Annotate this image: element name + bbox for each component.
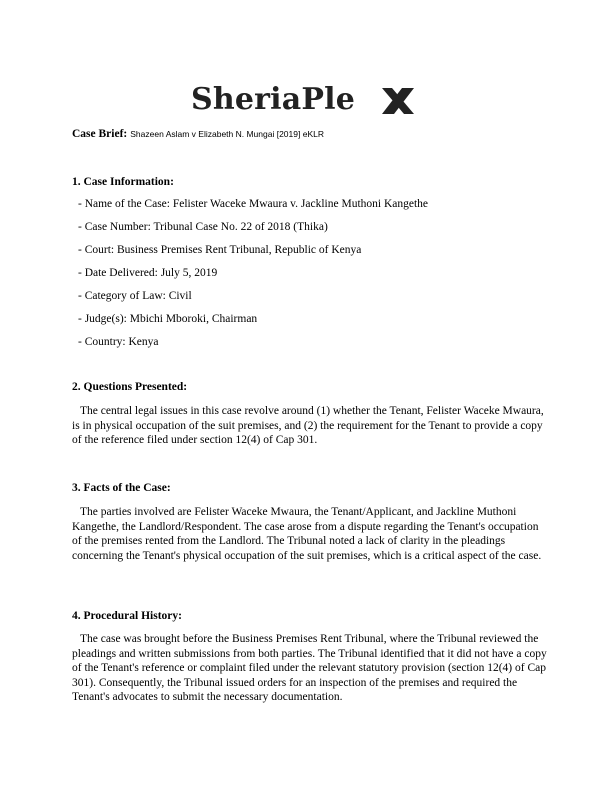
x-mark-icon (380, 84, 416, 118)
case-info-item: - Court: Business Premises Rent Tribunal, Republic of Kenya (78, 244, 362, 256)
questions-paragraph: The central legal issues in this case revolve around (1) whether the Tenant, Felister Waceke Mwaura, is in physical occupation of the suit premises, and (2) the requirement for the Tenant to provide a copy of the reference filed under section 12(4) of Cap 301. (72, 405, 544, 446)
section-heading-case-information: 1. Case Information: (72, 176, 174, 188)
case-info-item: - Judge(s): Mbichi Mboroki, Chairman (78, 313, 258, 325)
case-info-item: - Case Number: Tribunal Case No. 22 of 2018 (Thika) (78, 221, 328, 233)
procedural-paragraph: The case was brought before the Business Premises Rent Tribunal, where the Tribunal reviewed the pleadings and written submissions from both parties. The Tribunal identified that it did not have a copy of the Tenant's reference or complaint filed under the relevant statutory provision (section 12(4) of Cap 301). Consequently, the Tribunal issued orders for an inspection of the premises and required the Tenant's advocates to submit the necessary documentation. (72, 633, 547, 703)
section-heading-questions-presented: 2. Questions Presented: (72, 381, 188, 393)
case-info-item: - Country: Kenya (78, 336, 159, 348)
case-brief-label: Case Brief: (72, 128, 128, 140)
facts-paragraph: The parties involved are Felister Waceke Mwaura, the Tenant/Applicant, and Jackline Muthoni Kangethe, the Landlord/Respondent. The case arose from a dispute regarding the Tenant's occupation of the premises rented from the Landlord. The Tribunal noted a lack of clarity in the pleadings concerning the Tenant's physical occupation of the suit premises, which is a critical aspect of the case. (72, 506, 542, 562)
case-info-item: - Date Delivered: July 5, 2019 (78, 267, 218, 279)
section-heading-procedural-history: 4. Procedural History: (72, 610, 182, 622)
case-brief-line (72, 128, 324, 140)
case-info-item: - Name of the Case: Felister Waceke Mwaura v. Jackline Muthoni Kangethe (78, 198, 429, 210)
case-brief-title: Shazeen Aslam v Elizabeth N. Mungai [2019] eKLR (130, 129, 324, 139)
section-heading-facts: 3. Facts of the Case: (72, 482, 171, 494)
logo-wordmark: SheriaPle (191, 82, 356, 117)
case-info-item: - Category of Law: Civil (78, 290, 192, 302)
sheriaplex-logo (0, 78, 612, 122)
